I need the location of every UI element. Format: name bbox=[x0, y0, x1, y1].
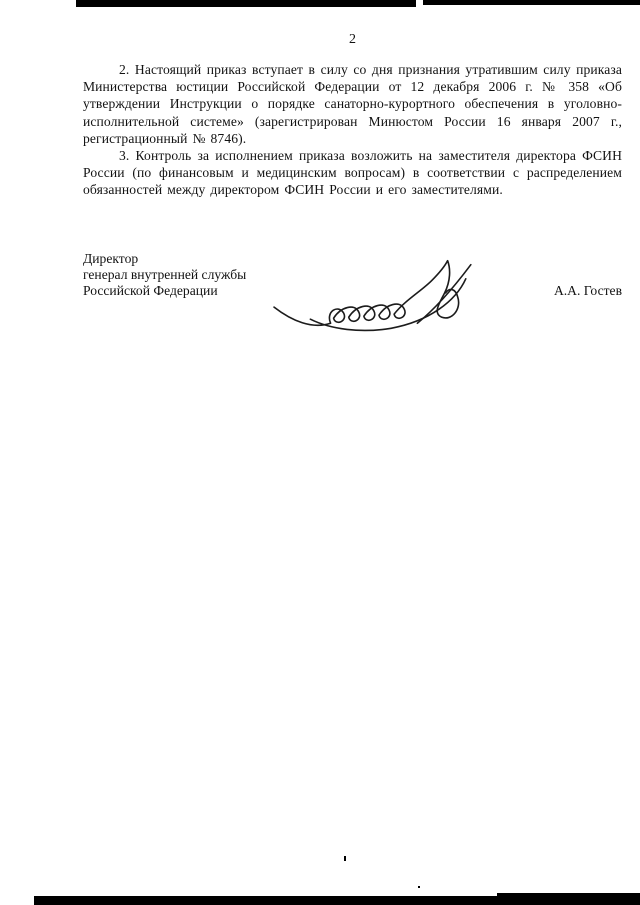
signature-block bbox=[83, 251, 622, 300]
signatory-title-line-2: генерал внутренней службы bbox=[83, 266, 247, 282]
page-number: 2 bbox=[349, 32, 356, 47]
scan-artifact-top-right bbox=[423, 0, 640, 5]
paragraph-order-item-2: 2. Настоящий приказ вступает в силу со дня признания утратившим силу приказа Министерства юстиции Российской Федерации от 12 декабря 2006 г. № 358 «Об утверждении Инструкции о порядке санаторно-курортного обеспечения в уголовно-исполнительной системе» (зарегистрирован Минюстом России 16 января 2007 г., регистрационный № 8746). bbox=[83, 62, 622, 146]
document-content bbox=[83, 32, 622, 300]
signatory-title-line-1: Директор bbox=[83, 250, 139, 266]
signatory-title-line-3: Российской Федерации bbox=[83, 283, 218, 299]
signatory-title bbox=[83, 251, 246, 300]
signatory-name: А.А. Гостев bbox=[553, 283, 622, 299]
paragraph-order-item-3: 3. Контроль за исполнением приказа возложить на заместителя директора ФСИН России (по финансовым и медицинским вопросам) в соответствии с распределением обязанностей между директором ФСИН России и его заместителями. bbox=[83, 148, 622, 198]
scan-speck bbox=[344, 856, 346, 861]
scan-artifact-bottom-right bbox=[497, 893, 640, 905]
scan-artifact-top-left bbox=[76, 0, 416, 7]
scan-speck bbox=[418, 886, 420, 888]
